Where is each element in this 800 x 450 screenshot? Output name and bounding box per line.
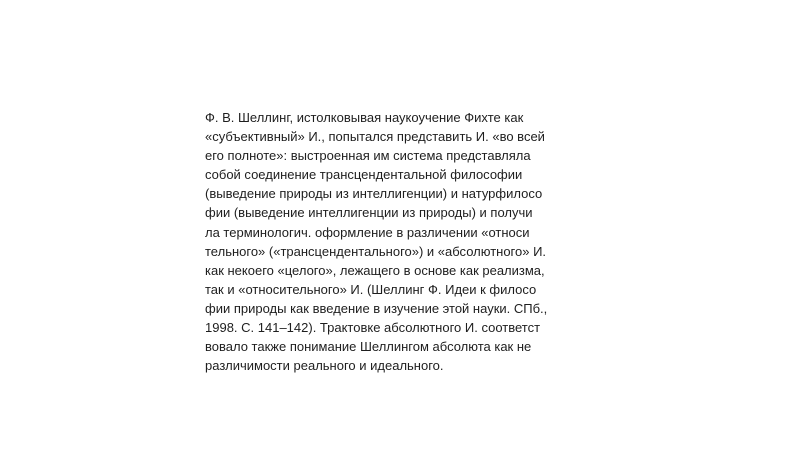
text-line: (выведение природы из интеллигенции) и натурфилосо xyxy=(205,186,543,202)
text-line: Ф. В. Шеллинг, истолковывая наукоучение Фихте как xyxy=(205,110,524,125)
text-line: вовало также понимание Шеллингом абсолюта как не xyxy=(205,339,532,355)
text-line: тельного» («трансцендентального») и «абсолютного» И. xyxy=(205,243,547,259)
text-line: 1998. С. 141–142). Трактовке абсолютного И. соответст xyxy=(205,320,541,336)
text-line: «субъективный» И., попытался представить И. «во всей xyxy=(205,129,545,145)
text-line: ла терминологич. оформление в различении «относи xyxy=(205,224,530,240)
text-line: фии (выведение интеллигенции из природы) и получи xyxy=(205,205,533,221)
text-line: как некоего «целого», лежащего в основе как реализма, xyxy=(205,262,545,278)
text-line: различимости реального и идеального. xyxy=(205,358,444,374)
text-line: его полноте»: выстроенная им система представляла xyxy=(205,148,531,164)
body-text xyxy=(205,108,625,375)
text-line: фии природы как введение в изучение этой науки. СПб., xyxy=(205,300,548,316)
text-line: собой соединение трансцендентальной философии xyxy=(205,167,523,183)
text-line: так и «относительного» И. (Шеллинг Ф. Идеи к филосо xyxy=(205,281,537,297)
